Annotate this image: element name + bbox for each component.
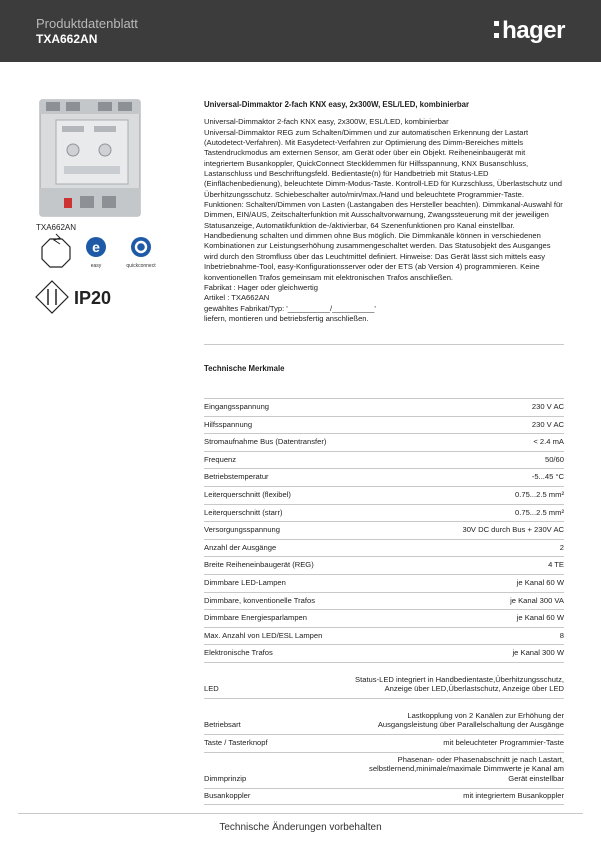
footer-divider: [18, 813, 583, 814]
description-line: Fabrikat : Hager oder gleichwertig: [204, 282, 318, 292]
product-code: TXA662AN: [36, 32, 98, 46]
description-title: Universal-Dimmaktor 2-fach KNX easy, 2x300W, ESL/LED, kombinierbar: [204, 100, 470, 109]
spec-key: Dimmbare, konventionelle Trafos: [204, 595, 316, 605]
ip20-label: IP20: [74, 288, 112, 308]
spec-key: Anzahl der Ausgänge: [204, 542, 277, 552]
spec-key: Leiterquerschnitt (starr): [204, 507, 283, 517]
spec-key: Max. Anzahl von LED/ESL Lampen: [204, 630, 323, 640]
product-label: TXA662AN: [36, 223, 77, 232]
spec-key: Busankoppler: [204, 790, 251, 800]
header-bar: [0, 0, 601, 62]
footer-note: Technische Änderungen vorbehalten: [219, 822, 382, 833]
table-row: [204, 521, 564, 539]
spec-value: Lastkopplung von 2 Kanälen zur Erhöhung der Ausgangsleistung über Parallelschaltung der Ausgänge: [377, 710, 564, 730]
description-line: Universal-Dimmaktor REG zum Schalten/Dimmen und zur automatischen Erkennung der Lastart (Autodetect-Verfahren). Mit Easydetect-Verfahren zur Optimierung des Dimm-Bereiches mittels Tastendruckmodus am externen Sensor, am Gerät oder über ein Objekt. Reiheneinbaugerät mit integriertem Busankoppler, QuickConnect Steckklemmen für Hilfsspannung, KNX Busanschluss, Lastanschluss und Beschriftungsfeld. Bedientaste(n) für Handbetrieb mit Status-LED (Einflächenbedienung), beleuchtete Dimm-Modus-Taste. Kontroll-LED für Kurzschluss, Überlastschutz und Überhitzungsschutz. Schiebeschalter auto/min/max./Hand und beleuchtete Programmier-Taste.: [204, 127, 562, 199]
description-line: liefern, montieren und betriebsfertig anschließen.: [204, 313, 369, 323]
spec-value: je Kanal 300 VA: [510, 595, 564, 605]
spec-key: Taste / Tasterknopf: [204, 737, 268, 747]
spec-key: Elektronische Trafos: [204, 648, 273, 658]
table-row: [204, 556, 564, 574]
easy-icon: [86, 237, 106, 269]
quickconnect-icon: [126, 237, 156, 269]
ip20-diamond-icon: [36, 281, 68, 313]
spec-value: mit integriertem Busankoppler: [463, 790, 564, 800]
spec-key: Hilfsspannung: [204, 419, 253, 429]
spec-value: Status-LED integriert in Handbedientaste,Überhitzungsschutz, Anzeige über LED,Überlastschutz, Anzeige über LED: [355, 674, 564, 694]
spec-value: 230 V AC: [531, 402, 564, 411]
spec-value: 50/60: [544, 454, 564, 464]
spec-key: Eingangsspannung: [204, 402, 270, 411]
certification-icons: [36, 237, 196, 327]
spec-value: 30V DC durch Bus + 230V AC: [462, 525, 564, 535]
spec-key: Dimmbare LED-Lampen: [204, 577, 286, 587]
table-row: [204, 788, 564, 806]
logo-text: hager: [502, 17, 565, 44]
spec-value: 0.75...2.5 mm²: [515, 507, 564, 517]
spec-value: je Kanal 60 W: [516, 577, 564, 587]
product-description: [204, 100, 566, 324]
table-row: [204, 486, 564, 504]
spec-key: Versorgungsspannung: [204, 525, 280, 535]
spec-key: Frequenz: [204, 454, 237, 464]
table-row: [204, 416, 564, 434]
spec-key: Stromaufnahme Bus (Datentransfer): [204, 437, 327, 447]
spec-key: Dimmbare Energiesparlampen: [204, 613, 307, 623]
table-row: [204, 574, 564, 592]
table-row: [204, 468, 564, 486]
description-line: Artikel : TXA662AN: [204, 293, 270, 303]
table-row: [204, 609, 564, 627]
spec-value: mit beleuchteter Programmier-Taste: [443, 737, 564, 747]
table-row: [204, 752, 564, 788]
table-row: [204, 398, 564, 416]
spec-value: -5...45 °C: [531, 472, 564, 482]
spec-value: 2: [559, 542, 564, 552]
spec-value: 8: [559, 630, 564, 640]
table-row: [204, 592, 564, 610]
document-subtitle: Produktdatenblatt: [36, 16, 138, 31]
product-image: [36, 98, 146, 218]
divider: [204, 344, 564, 345]
table-row: [204, 539, 564, 557]
quickconnect-label: quickconnect: [126, 263, 156, 269]
hager-logo: [494, 17, 565, 45]
table-row: [204, 627, 564, 645]
spec-value: je Kanal 60 W: [516, 613, 564, 623]
spec-key: LED: [204, 684, 219, 694]
logo-dots-icon: [494, 21, 500, 39]
spec-table: [204, 398, 564, 805]
table-row: [204, 734, 564, 752]
section-title: Technische Merkmale: [204, 364, 285, 373]
easy-icon-label: easy: [90, 263, 102, 269]
spec-key: Breite Reiheneinbaugerät (REG): [204, 560, 314, 570]
spec-value: je Kanal 300 W: [512, 648, 564, 658]
table-row: [204, 698, 564, 734]
description-line: Funktionen: Schalten/Dimmen von Lasten (Lastangaben des Hersteller beachten). Dimmkanal-Auswahl für Dimmen, EIN/AUS, Zeitschalterfunktion mit Ausschaltvorwarnung, Zwangssteuerung mit der jeweiligen Statusanzeige, Automatikfunktion de-/aktivierbar, 64 Szenenfunktionen pro Kanal einstellbar. Handbedienung schalten und dimmen ohne Bus möglich. Die Dimmkanäle können in verschiedenen Kombinationen zur Leistungserhöhung zusammengeschaltet werden. Das Statusobjekt des Ausganges wird durch den Stromfluss über das Leuchtmittel definiert. Hinweise: Das Gerät lässt sich mittels easy Inbetriebnahme-Tool, easy-Konfigurationsserver oder der ETS (ab Version 4) programmieren. Keine konventionellen Trafos gemeinsam mit elektronischen Trafos anschließen.: [204, 200, 563, 282]
spec-key: Dimmprinzip: [204, 773, 247, 783]
table-row: [204, 504, 564, 522]
spec-value: < 2.4 mA: [533, 437, 564, 447]
table-row: [204, 451, 564, 469]
octagon-warning-icon: [42, 234, 70, 267]
spec-value: 0.75...2.5 mm²: [515, 489, 564, 499]
spec-value: 4 TE: [548, 560, 564, 570]
spec-value: 230 V AC: [531, 419, 564, 429]
table-row: [204, 644, 564, 662]
spec-key: Betriebsart: [204, 720, 241, 730]
spec-key: Leiterquerschnitt (flexibel): [204, 489, 291, 499]
spec-value: Phasenan- oder Phasenabschnitt je nach Lastart, selbstlernend,minimale/maximale Dimmwerte je Kanal am Gerät einstellbar: [369, 754, 564, 783]
spec-key: Betriebstemperatur: [204, 472, 269, 482]
description-line: Universal-Dimmaktor 2-fach KNX easy, 2x300W, ESL/LED, kombinierbar: [204, 117, 449, 127]
table-row: [204, 662, 564, 698]
table-row: [204, 433, 564, 451]
description-line: gewähltes Fabrikat/Typ: '__________/__________': [204, 303, 376, 313]
svg-text:e: e: [92, 239, 100, 255]
